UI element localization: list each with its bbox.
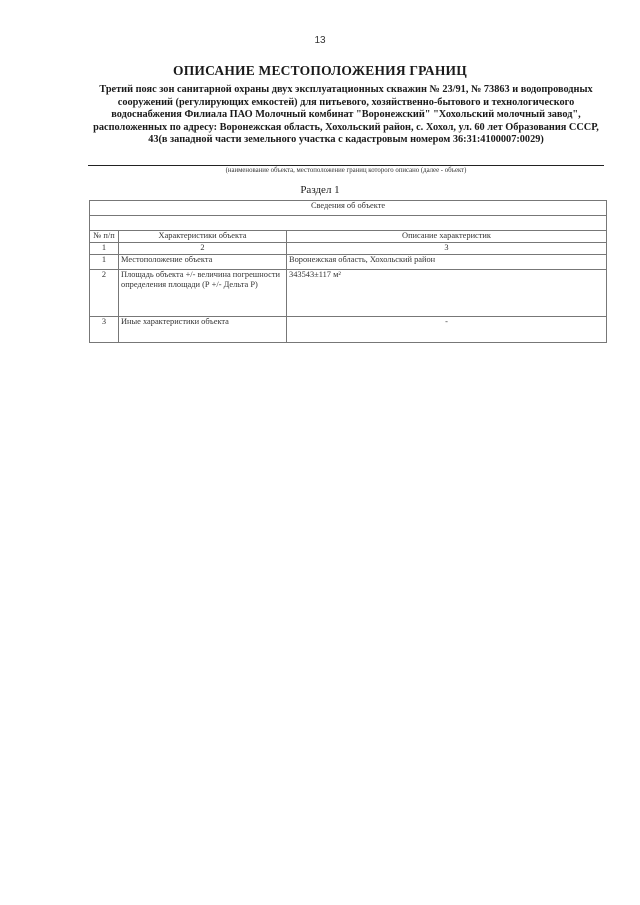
table-blank-row xyxy=(90,216,607,231)
table-row xyxy=(90,255,607,270)
page-number: 13 xyxy=(314,35,326,46)
column-header-description: Описание характеристик xyxy=(287,231,607,243)
document-title: ОПИСАНИЕ МЕСТОПОЛОЖЕНИЯ ГРАНИЦ xyxy=(173,63,467,78)
row-number: 2 xyxy=(90,270,119,317)
object-name-underline xyxy=(88,165,604,166)
row-description: - xyxy=(287,317,607,343)
row-number: 1 xyxy=(90,255,119,270)
table-header: Сведения об объекте xyxy=(90,201,607,216)
object-name: Третий пояс зон санитарной охраны двух эксплуатационных скважин № 23/91, № 73863 и водопроводных сооружений (регулирующих емкостей) для питьевого, хозяйственно-бытового и технологического водоснабжения Филиала ПАО Молочный комбинат "Воронежский" "Хохольский молочный завод", расположенных по адресу: Воронежская область, Хохольский район, с. Хохол, ул. 60 лет Образования СССР, 43(в западной части земельного участка с кадастровым номером 36:31:4100007:0029) xyxy=(93,84,599,146)
column-header-number: № п/п xyxy=(90,231,119,243)
object-info-table xyxy=(89,200,607,343)
section-title: Раздел 1 xyxy=(300,184,340,196)
column-number-2: 2 xyxy=(119,243,287,255)
column-number-1: 1 xyxy=(90,243,119,255)
row-number: 3 xyxy=(90,317,119,343)
row-characteristic: Местоположение объекта xyxy=(119,255,287,270)
column-number-3: 3 xyxy=(287,243,607,255)
row-description: 343543±117 м² xyxy=(287,270,607,317)
row-description: Воронежская область, Хохольский район xyxy=(287,255,607,270)
row-characteristic: Площадь объекта +/- величина погрешности определения площади (Р +/- Дельта Р) xyxy=(119,270,287,317)
row-characteristic: Иные характеристики объекта xyxy=(119,317,287,343)
table-row xyxy=(90,317,607,343)
table-row xyxy=(90,270,607,317)
object-name-caption: (наименование объекта, местоположение границ которого описано (далее - объект) xyxy=(225,167,467,174)
column-header-characteristic: Характеристики объекта xyxy=(119,231,287,243)
